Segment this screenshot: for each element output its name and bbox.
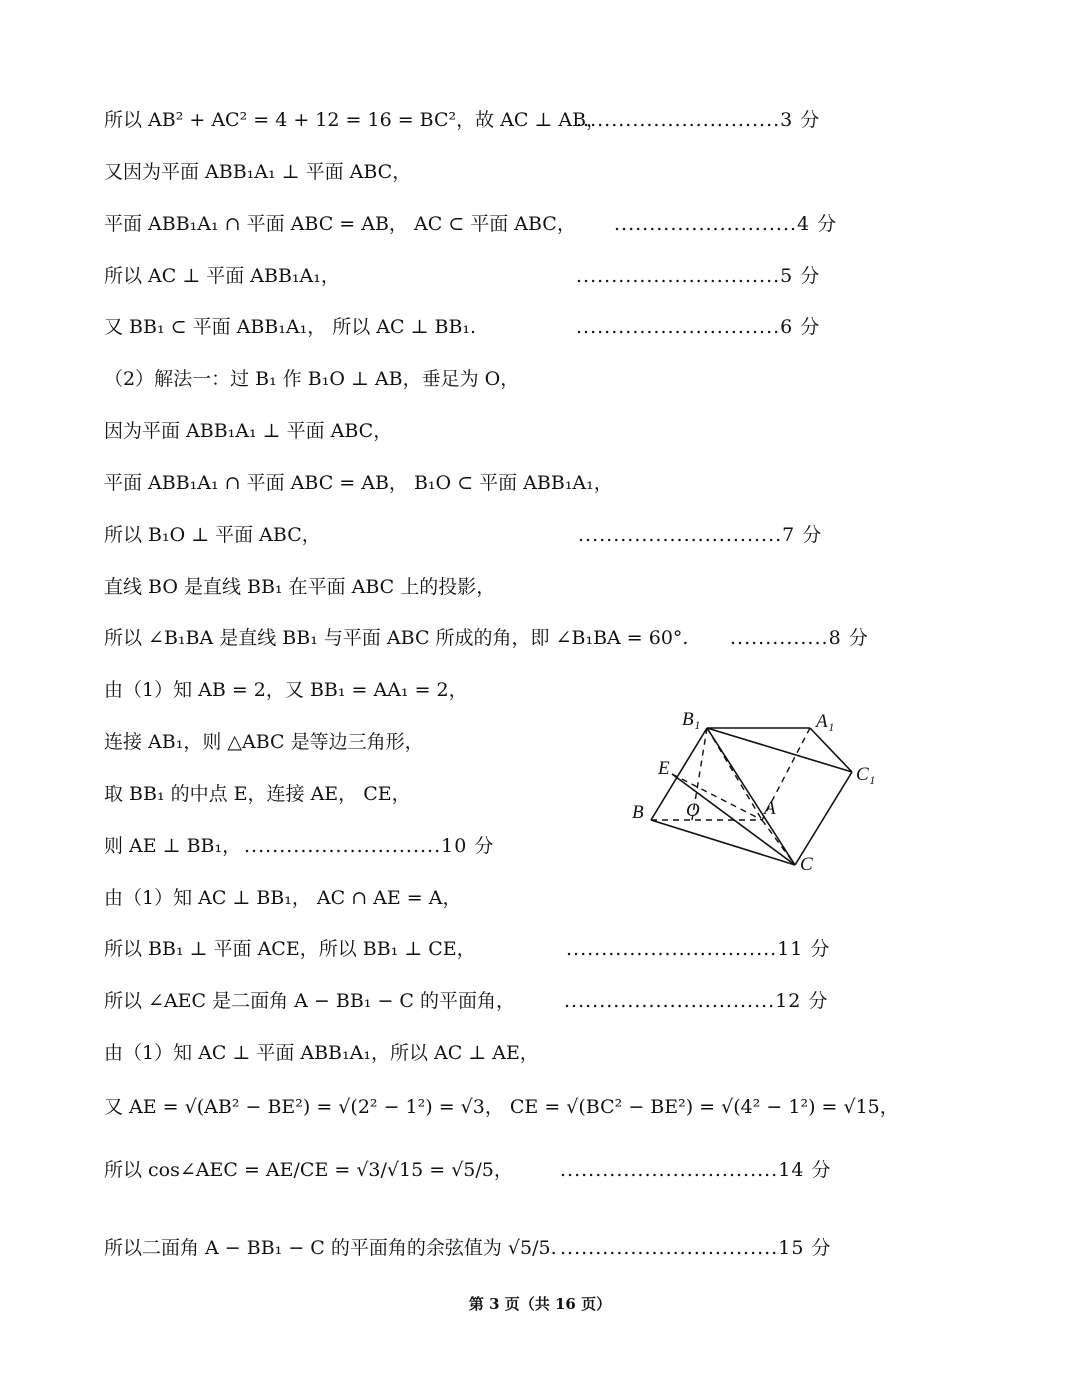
proof-line-12: 由（1）知 AB = 2，又 BB₁ = AA₁ = 2，: [104, 679, 468, 701]
edge-b-c: [651, 820, 795, 865]
proof-line-7: 因为平面 ABB₁A₁ ⊥ 平面 ABC，: [104, 420, 393, 442]
score-4: ..........................4 分: [614, 213, 838, 235]
proof-line-15: 则 AE ⊥ BB₁，: [104, 835, 242, 857]
label-e: E: [658, 758, 670, 779]
score-11: ..............................11 分: [566, 938, 831, 960]
label-c: C: [800, 854, 813, 875]
proof-line-21: 所以 cos∠AEC = AE/CE = √3/√15 = √5/5，: [104, 1159, 513, 1181]
score-8: ..............8 分: [730, 627, 869, 649]
proof-line-19: 由（1）知 AC ⊥ 平面 ABB₁A₁，所以 AC ⊥ AE，: [104, 1042, 539, 1064]
proof-line-5: 又 BB₁ ⊂ 平面 ABB₁A₁， 所以 AC ⊥ BB₁.: [104, 316, 477, 338]
label-o: O: [686, 800, 700, 821]
proof-line-14: 取 BB₁ 的中点 E，连接 AE， CE，: [104, 783, 411, 805]
proof-line-2: 又因为平面 ABB₁A₁ ⊥ 平面 ABC，: [104, 161, 412, 183]
prism-figure: [620, 700, 890, 880]
proof-line-17: 所以 BB₁ ⊥ 平面 ACE，所以 BB₁ ⊥ CE，: [104, 938, 476, 960]
score-14: ...............................14 分: [560, 1159, 832, 1181]
proof-line-18: 所以 ∠AEC 是二面角 A − BB₁ − C 的平面角，: [104, 990, 516, 1012]
proof-line-1: 所以 AB² + AC² = 4 + 12 = 16 = BC²，故 AC ⊥ AB，: [104, 109, 606, 131]
score-3: .............................3 分: [576, 109, 821, 131]
edge-a-c-hidden: [762, 820, 795, 865]
proof-line-11: 所以 ∠B₁BA 是直线 BB₁ 与平面 ABC 所成的角，即 ∠B₁BA = 60°.: [104, 627, 689, 649]
score-15: ...............................15 分: [560, 1237, 832, 1259]
label-a: A: [764, 798, 776, 819]
label-b1: B₁: [682, 709, 701, 730]
proof-line-10: 直线 BO 是直线 BB₁ 在平面 ABC 上的投影，: [104, 576, 496, 598]
proof-line-4: 所以 AC ⊥ 平面 ABB₁A₁，: [104, 265, 340, 287]
edge-b1-c: [707, 728, 795, 865]
score-6: .............................6 分: [576, 316, 821, 338]
proof-line-13: 连接 AB₁，则 △ABC 是等边三角形，: [104, 731, 424, 753]
score-5: .............................5 分: [576, 265, 821, 287]
label-c1: C₁: [856, 764, 876, 785]
edge-c1-c: [795, 772, 852, 865]
proof-line-6: （2）解法一：过 B₁ 作 B₁O ⊥ AB，垂足为 O，: [104, 368, 520, 390]
proof-line-9: 所以 B₁O ⊥ 平面 ABC，: [104, 524, 321, 546]
proof-line-16: 由（1）知 AC ⊥ BB₁， AC ∩ AE = A，: [104, 887, 462, 909]
proof-line-20: 又 AE = √(AB² − BE²) = √(2² − 1²) = √3， CE = √(BC² − BE²) = √(4² − 1²) = √15，: [104, 1096, 899, 1118]
score-12: ..............................12 分: [564, 990, 829, 1012]
score-10: ............................10 分: [244, 835, 495, 857]
label-a1: A₁: [816, 711, 835, 732]
label-b: B: [632, 802, 644, 823]
proof-line-8: 平面 ABB₁A₁ ∩ 平面 ABC = AB， B₁O ⊂ 平面 ABB₁A₁，: [104, 472, 613, 494]
proof-line-3: 平面 ABB₁A₁ ∩ 平面 ABC = AB， AC ⊂ 平面 ABC，: [104, 213, 576, 235]
score-7: .............................7 分: [578, 524, 823, 546]
page-footer: 第 3 页（共 16 页）: [468, 1295, 612, 1313]
proof-line-22: 所以二面角 A − BB₁ − C 的平面角的余弦值为 √5/5.: [104, 1237, 557, 1259]
